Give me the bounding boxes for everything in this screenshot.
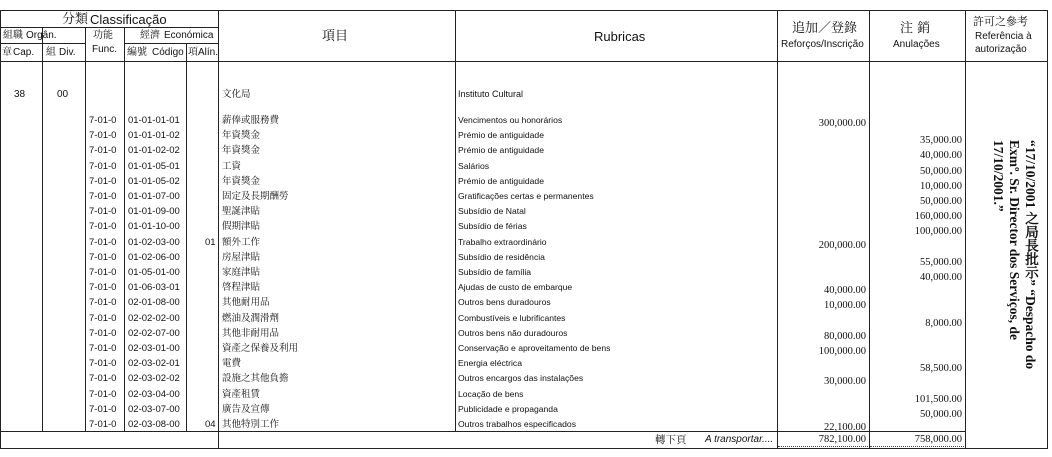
row-item-cjk: 設施之其他負擔 bbox=[222, 373, 289, 385]
header-organica: Orgân. bbox=[26, 30, 57, 41]
row-functional-code: 7-01-0 bbox=[89, 388, 117, 400]
row-reforco: 200,000.00 bbox=[818, 239, 866, 251]
row-functional-code: 7-01-0 bbox=[89, 206, 117, 218]
header-capitulo: Cap. bbox=[13, 47, 35, 58]
section-name-cjk: 文化局 bbox=[222, 89, 251, 100]
header-funcional-cjk: 功能 bbox=[93, 30, 113, 41]
total-anulacao-underline bbox=[870, 446, 964, 447]
row-rubrica: Outros bens não duradouros bbox=[458, 327, 568, 338]
row-economic-code: 01-06-03-01 bbox=[128, 282, 180, 294]
budget-table bbox=[0, 10, 1048, 450]
row-rubrica: Gratificações certas e permanentes bbox=[458, 191, 594, 201]
col-border bbox=[85, 27, 86, 431]
row-anulacao: 160,000.00 bbox=[914, 211, 962, 223]
row-functional-code: 7-01-0 bbox=[89, 160, 117, 172]
row-item-cjk: 薪俸或服務費 bbox=[222, 115, 280, 126]
row-economic-code: 01-01-09-00 bbox=[128, 206, 180, 218]
row-rubrica: Prémio de antiguidade bbox=[458, 145, 544, 156]
header-classificacao-cjk: 分類 bbox=[62, 12, 89, 27]
col-border bbox=[218, 10, 219, 449]
row-economic-code: 02-03-02-01 bbox=[128, 358, 180, 370]
row-reforco: 30,000.00 bbox=[824, 376, 866, 388]
col-border bbox=[777, 10, 778, 449]
row-anulacao: 10,000.00 bbox=[920, 180, 962, 192]
header-referencia-1: Referência à bbox=[975, 31, 1032, 42]
row-functional-code: 7-01-0 bbox=[89, 373, 117, 385]
row-economic-code: 02-02-02-00 bbox=[128, 312, 180, 324]
row-economic-code: 02-03-07-00 bbox=[128, 403, 180, 415]
row-item-cjk: 資產之保養及利用 bbox=[222, 343, 299, 354]
row-economic-code: 01-01-02-02 bbox=[128, 145, 180, 157]
row-economic-code: 01-01-05-02 bbox=[128, 175, 180, 187]
header-item-cjk: 項目 bbox=[322, 29, 349, 44]
row-economic-code: 01-01-01-02 bbox=[128, 130, 180, 142]
row-economic-code: 02-03-01-00 bbox=[128, 343, 180, 354]
row-economic-code: 01-02-03-00 bbox=[128, 236, 180, 248]
row-economic-code: 02-01-08-00 bbox=[128, 297, 180, 309]
row-item-cjk: 房屋津貼 bbox=[222, 251, 261, 263]
row-economic-code: 02-02-07-00 bbox=[128, 327, 180, 339]
row-reforco: 40,000.00 bbox=[824, 285, 866, 297]
row-functional-code: 7-01-0 bbox=[89, 297, 117, 309]
header-divisao: Div. bbox=[59, 47, 76, 58]
row-economic-code: 02-03-08-00 bbox=[128, 419, 180, 430]
row-functional-code: 7-01-0 bbox=[89, 358, 117, 370]
header-rubricas: Rubricas bbox=[594, 29, 646, 44]
row-economic-code: 01-01-05-01 bbox=[128, 160, 180, 172]
row-functional-code: 7-01-0 bbox=[89, 191, 117, 202]
total-reforco: 782,100.00 bbox=[818, 434, 866, 445]
row-rubrica: Subsídio de férias bbox=[458, 221, 527, 232]
header-codigo-cjk: 編號 bbox=[127, 47, 147, 58]
header-anulacoes: Anulações bbox=[893, 39, 940, 50]
header-divisao-cjk: 組 bbox=[46, 47, 56, 58]
row-anulacao: 50,000.00 bbox=[920, 196, 962, 207]
row-functional-code: 7-01-0 bbox=[89, 327, 117, 339]
row-item-cjk: 固定及長期酬勞 bbox=[222, 191, 289, 202]
header-economica-cjk: 經濟 bbox=[140, 30, 160, 41]
row-rubrica: Salários bbox=[458, 160, 490, 171]
row-functional-code: 7-01-0 bbox=[89, 175, 117, 187]
row-functional-code: 7-01-0 bbox=[89, 221, 117, 233]
row-reforco: 80,000.00 bbox=[824, 330, 866, 342]
row-item-cjk: 啓程津貼 bbox=[222, 282, 261, 294]
total-reforco-underline bbox=[778, 446, 868, 447]
row-rubrica: Subsídio de Natal bbox=[458, 206, 526, 217]
row-anulacao: 50,000.00 bbox=[920, 408, 962, 420]
row-rubrica: Prémio de antiguidade bbox=[458, 130, 544, 141]
row-rubrica: Outros trabalhos especificados bbox=[458, 419, 576, 429]
row-functional-code: 7-01-0 bbox=[89, 403, 117, 415]
total-anulacao: 758,000.00 bbox=[914, 434, 962, 445]
row-anulacao: 40,000.00 bbox=[920, 150, 962, 162]
row-item-cjk: 資產租賃 bbox=[222, 388, 261, 400]
transport-label: A transportar.... bbox=[705, 434, 774, 445]
header-classificacao: Classificação bbox=[90, 12, 167, 27]
row-item-cjk: 燃油及潤滑劑 bbox=[222, 312, 280, 324]
row-item-cjk: 假期津貼 bbox=[222, 221, 261, 233]
row-reforco: 10,000.00 bbox=[824, 300, 866, 312]
row-rubrica: Vencimentos ou honorários bbox=[458, 115, 563, 125]
header-anulacoes-cjk: 注 銷 bbox=[900, 21, 931, 36]
row-rubrica: Conservação e aproveitamento de bens bbox=[458, 343, 611, 353]
row-functional-code: 7-01-0 bbox=[89, 236, 117, 248]
row-functional-code: 7-01-0 bbox=[89, 115, 117, 126]
row-anulacao: 35,000.00 bbox=[920, 135, 962, 147]
row-economic-code: 01-01-07-00 bbox=[128, 191, 180, 202]
row-item-cjk: 年資獎金 bbox=[222, 130, 261, 142]
section-div: 00 bbox=[57, 89, 69, 100]
row-economic-code: 01-05-01-00 bbox=[128, 267, 180, 278]
row-item-cjk: 額外工作 bbox=[222, 236, 261, 248]
row-item-cjk: 電費 bbox=[222, 358, 242, 370]
row-item-cjk: 其他特別工作 bbox=[222, 419, 280, 430]
row-functional-code: 7-01-0 bbox=[89, 251, 117, 263]
header-alinea: Alín. bbox=[198, 47, 219, 58]
header-reforcos-cjk: 追加／登錄 bbox=[792, 21, 858, 36]
row-functional-code: 7-01-0 bbox=[89, 282, 117, 294]
row-anulacao: 8,000.00 bbox=[925, 317, 962, 329]
row-item-cjk: 年資獎金 bbox=[222, 175, 261, 187]
header-alinea-cjk: 項 bbox=[188, 47, 198, 58]
row-anulacao: 55,000.00 bbox=[920, 256, 962, 268]
row-economic-code: 02-03-04-00 bbox=[128, 388, 180, 400]
col-border bbox=[0, 10, 1, 449]
col-border bbox=[455, 10, 456, 431]
row-rubrica: Prémio de antiguidade bbox=[458, 175, 544, 186]
row-rubrica: Outros bens duradouros bbox=[458, 297, 551, 308]
row-functional-code: 7-01-0 bbox=[89, 145, 117, 157]
row-anulacao: 40,000.00 bbox=[920, 272, 962, 283]
header-codigo: Código bbox=[152, 47, 184, 58]
row-item-cjk: 其他非耐用品 bbox=[222, 327, 280, 339]
transport-label-cjk: 轉下頁 bbox=[655, 434, 687, 446]
row-reforco: 22,100.00 bbox=[824, 422, 866, 433]
row-rubrica: Trabalho extraordinário bbox=[458, 236, 547, 247]
row-rubrica: Subsídio de família bbox=[458, 267, 532, 277]
row-anulacao: 101,500.00 bbox=[914, 393, 962, 405]
row-rubrica: Locação de bens bbox=[458, 388, 524, 399]
row-rubrica: Outros encargos das instalações bbox=[458, 373, 584, 384]
row-economic-code: 02-03-02-02 bbox=[128, 373, 180, 385]
header-bottom-border bbox=[0, 61, 1048, 62]
row-reforco: 100,000.00 bbox=[818, 346, 866, 357]
col-border bbox=[186, 43, 187, 431]
header-organica-cjk: 組職 bbox=[3, 30, 23, 41]
row-rubrica: Subsídio de residência bbox=[458, 251, 545, 262]
col-border bbox=[124, 27, 125, 431]
row-functional-code: 7-01-0 bbox=[89, 267, 117, 278]
row-rubrica: Energia eléctrica bbox=[458, 358, 523, 369]
header-referencia-2: autorização bbox=[975, 44, 1027, 55]
row-rubrica: Ajudas de custo de embarque bbox=[458, 282, 573, 293]
table-top-border bbox=[0, 10, 1048, 11]
row-anulacao: 58,500.00 bbox=[920, 363, 962, 375]
row-reforco: 300,000.00 bbox=[818, 118, 866, 129]
row-item-cjk: 工資 bbox=[222, 160, 242, 172]
section-cap: 38 bbox=[14, 89, 26, 100]
row-item-cjk: 家庭津貼 bbox=[222, 267, 261, 278]
header-funcional: Func. bbox=[92, 44, 118, 55]
row-functional-code: 7-01-0 bbox=[89, 312, 117, 324]
row-economic-code: 01-02-06-00 bbox=[128, 251, 180, 263]
row-item-cjk: 其他耐用品 bbox=[222, 297, 270, 309]
col-border bbox=[42, 27, 43, 431]
row-functional-code: 7-01-0 bbox=[89, 130, 117, 142]
row-item-cjk: 聖誕津貼 bbox=[222, 206, 261, 218]
row-functional-code: 7-01-0 bbox=[89, 343, 117, 354]
authorization-note: “17/10/2001 之局長批示” “Despacho do Exmº. Sr. Director dos Serviços, de 17/10/2001.” bbox=[991, 140, 1038, 370]
row-functional-code: 7-01-0 bbox=[89, 419, 117, 430]
header-divider bbox=[124, 43, 218, 44]
row-rubrica: Combustíveis e lubrificantes bbox=[458, 312, 566, 323]
col-border bbox=[869, 10, 870, 449]
row-economic-code: 01-01-01-01 bbox=[128, 115, 180, 126]
col-border bbox=[1047, 10, 1048, 449]
header-economica: Económica bbox=[164, 30, 214, 41]
header-capitulo-cjk: 章 bbox=[2, 47, 12, 58]
row-rubrica: Publicidade e propaganda bbox=[458, 403, 558, 414]
row-economic-code: 01-01-10-00 bbox=[128, 221, 180, 233]
row-anulacao: 50,000.00 bbox=[920, 165, 962, 177]
row-alinea: 04 bbox=[205, 419, 216, 430]
row-anulacao: 100,000.00 bbox=[914, 226, 962, 238]
table-bottom-border bbox=[0, 448, 1048, 449]
header-referencia-cjk: 許可之參考 bbox=[973, 15, 1028, 28]
header-reforcos: Reforços/Inscrição bbox=[781, 39, 864, 50]
row-alinea: 01 bbox=[205, 236, 216, 248]
header-divider bbox=[0, 27, 218, 28]
row-item-cjk: 年資獎金 bbox=[222, 145, 261, 157]
row-item-cjk: 廣告及宣傳 bbox=[222, 403, 270, 415]
section-name: Instituto Cultural bbox=[458, 89, 524, 99]
